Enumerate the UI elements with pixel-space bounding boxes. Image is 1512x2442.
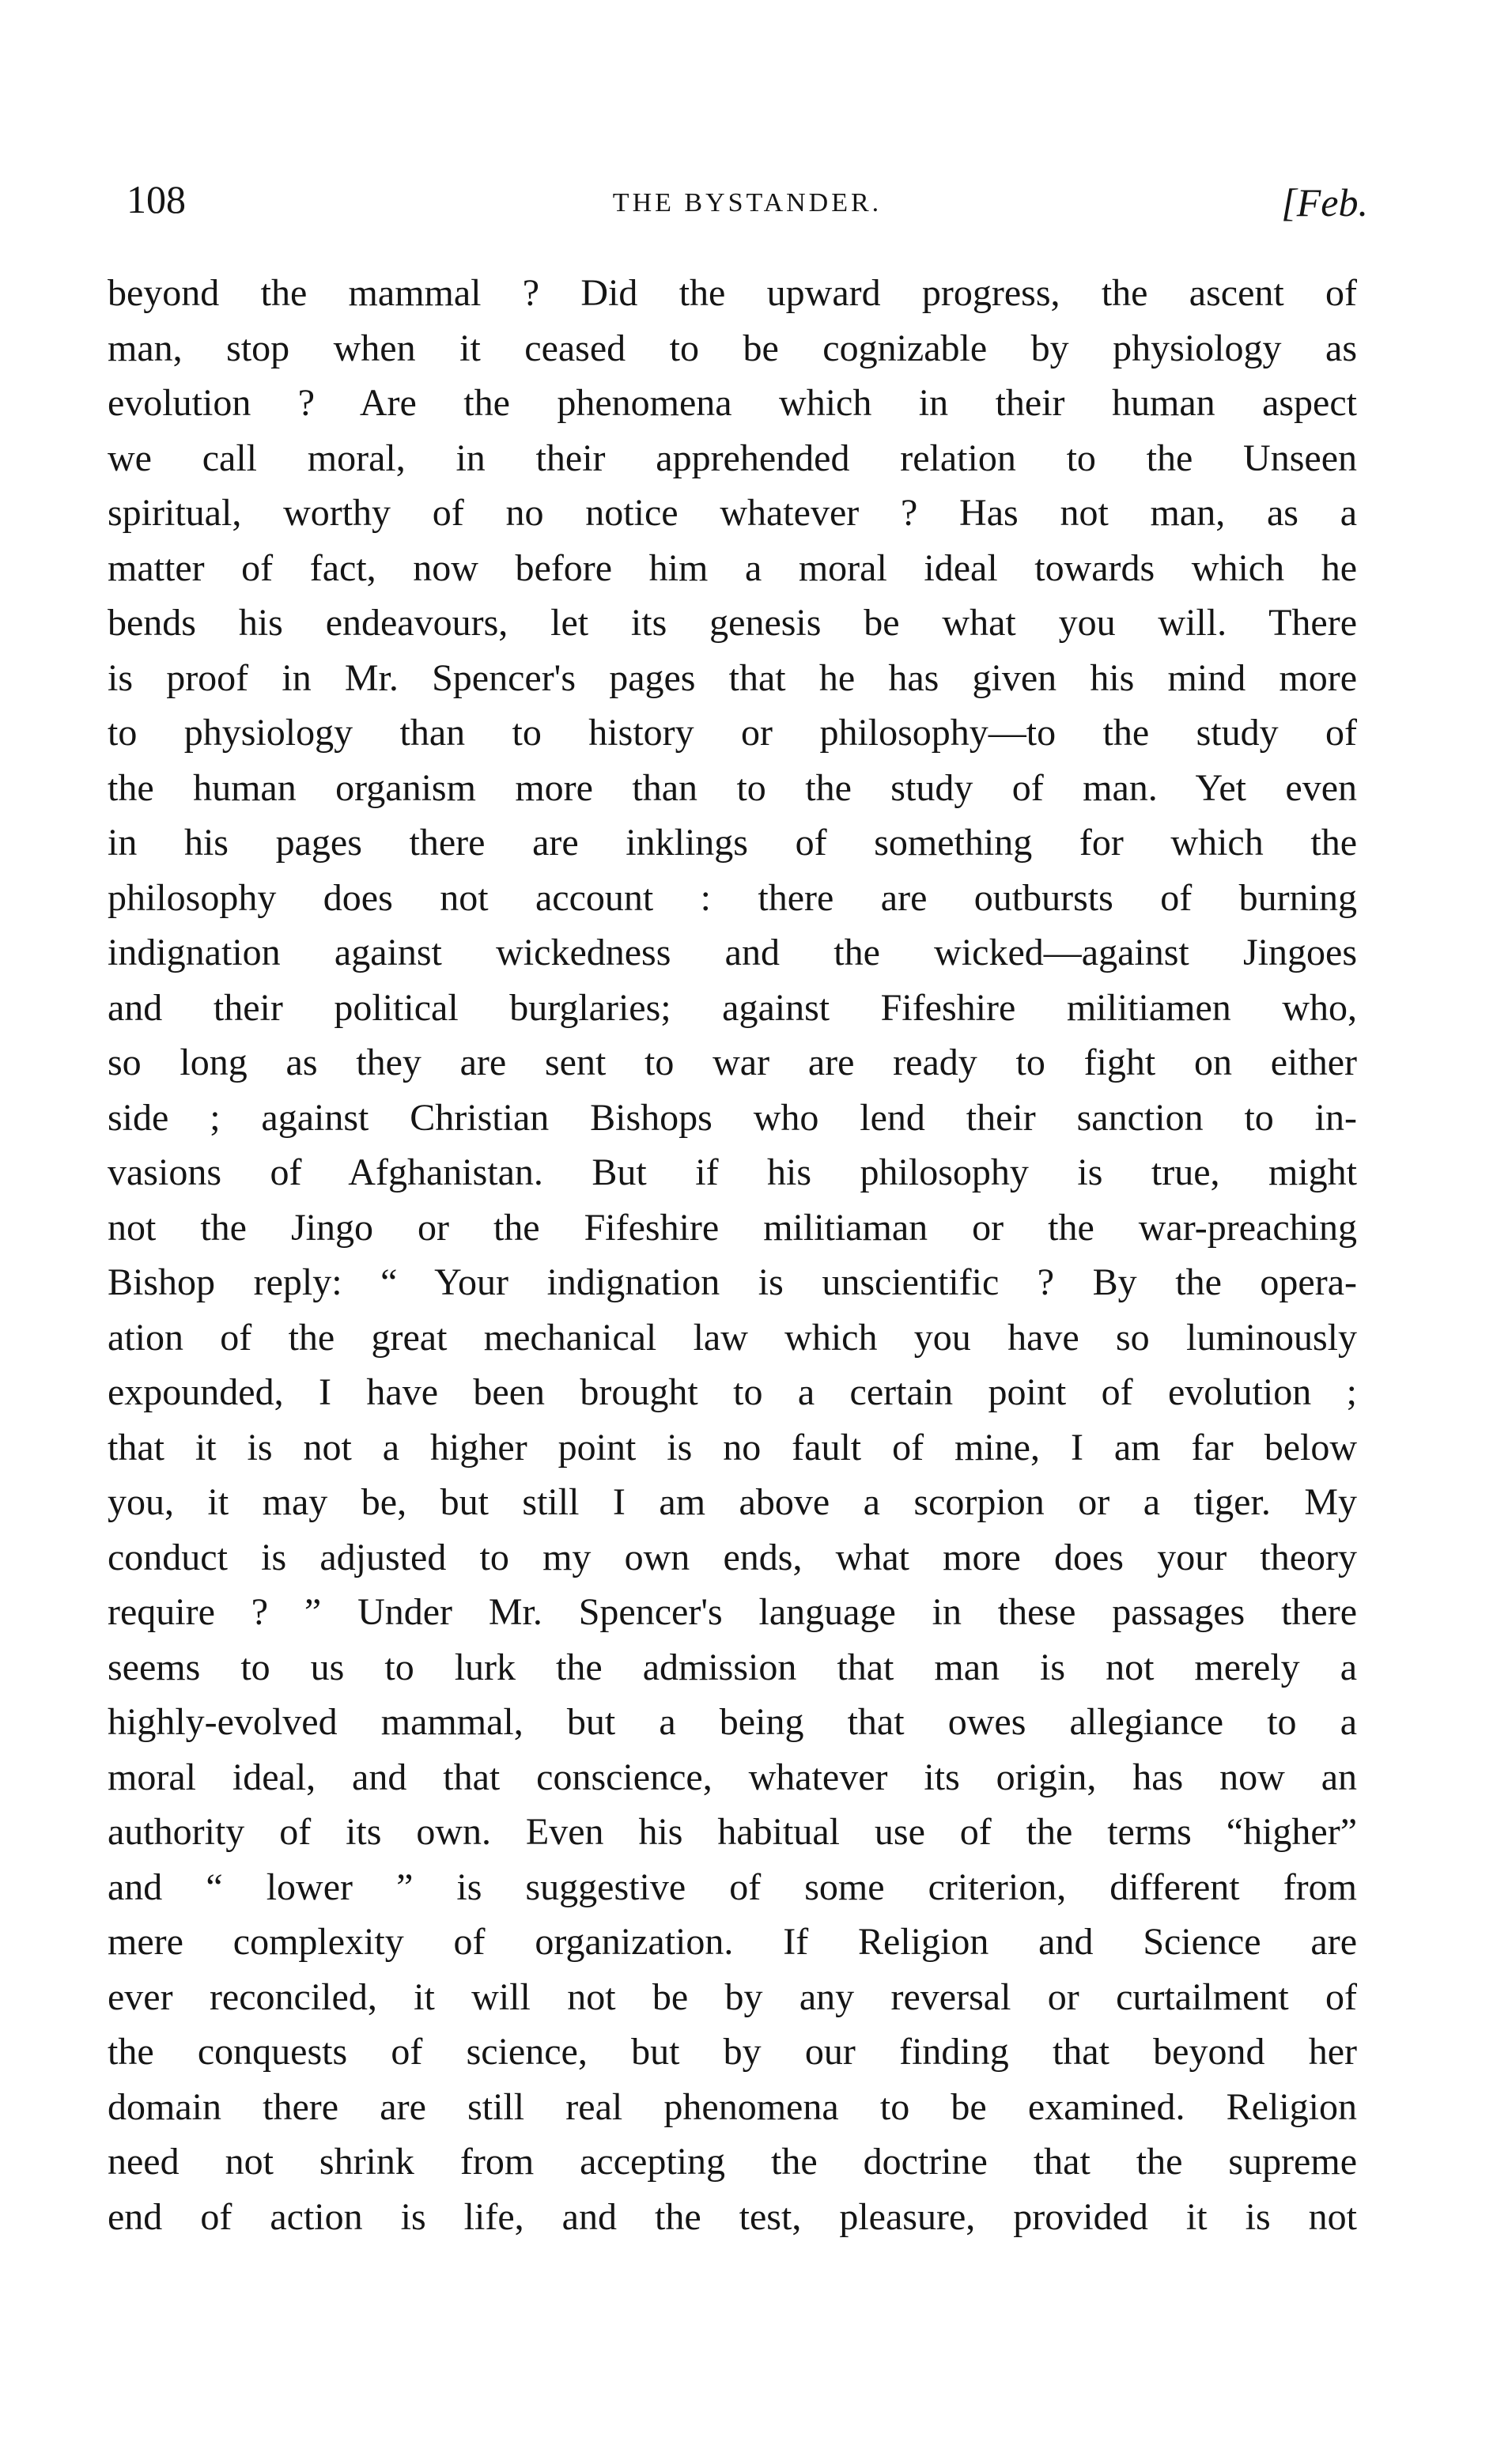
body-text [108,266,1357,2244]
text-line: highly-evolved mammal, but a being that owes allegiance to a [108,1701,1357,1743]
text-line: man, stop when it ceased to be cognizable by physiology as [108,327,1357,369]
text-line: Bishop reply: “ Your indignation is unscientific ? By the opera- [108,1261,1357,1303]
text-line: end of action is life, and the test, pleasure, provided it is not [108,2195,1357,2238]
text-line: to physiology than to history or philosophy—to the study of [108,712,1357,754]
text-line: authority of its own. Even his habitual use of the terms “higher” [108,1811,1357,1853]
text-line: not the Jingo or the Fifeshire militiaman or the war-preaching [108,1206,1357,1249]
text-line: conduct is adjusted to my own ends, what more does your theory [108,1536,1357,1578]
text-line: ation of the great mechanical law which you have so luminously [108,1316,1357,1359]
text-line: beyond the mammal ? Did the upward progress, the ascent of [108,272,1357,314]
text-line: seems to us to lurk the admission that man is not merely a [108,1646,1357,1688]
text-line: mere complexity of organization. If Religion and Science are [108,1921,1357,1963]
text-line: and “ lower ” is suggestive of some criterion, different from [108,1866,1357,1908]
text-line: and their political burglaries; against Fifeshire militiamen who, [108,986,1357,1029]
text-line: side ; against Christian Bishops who lend their sanction to in- [108,1096,1357,1139]
text-line: need not shrink from accepting the doctrine that the supreme [108,2141,1357,2183]
text-line: that it is not a higher point is no fault of mine, I am far below [108,1426,1357,1469]
text-line: indignation against wickedness and the wicked—against Jingoes [108,932,1357,973]
header-month: [Feb. [1281,180,1368,225]
text-line: philosophy does not account : there are outbursts of burning [108,876,1357,919]
text-line: spiritual, worthy of no notice whatever ? Has not man, as a [108,492,1357,534]
page-number: 108 [127,177,186,221]
text-line: bends his endeavours, let its genesis be what you will. There [108,602,1357,644]
running-title: THE BYSTANDER. [612,188,883,217]
text-line: ever reconciled, it will not be by any reversal or curtailment of [108,1975,1357,2018]
text-line: so long as they are sent to war are ready to fight on either [108,1041,1357,1083]
text-line: the human organism more than to the study of man. Yet even [108,766,1357,809]
text-line: you, it may be, but still I am above a scorpion or a tiger. My [108,1481,1357,1523]
text-line: in his pages there are inklings of something for which the [108,822,1357,864]
text-line: is proof in Mr. Spencer's pages that he has given his mind more [108,656,1357,699]
page-header [127,176,1368,231]
text-line: vasions of Afghanistan. But if his philosophy is true, might [108,1151,1357,1193]
text-line: we call moral, in their apprehended relation to the Unseen [108,437,1357,479]
text-line: require ? ” Under Mr. Spencer's language in these passages there [108,1591,1357,1633]
text-line: matter of fact, now before him a moral ideal towards which he [108,546,1357,589]
text-line: expounded, I have been brought to a certain point of evolution ; [108,1371,1357,1413]
text-line: the conquests of science, but by our finding that beyond her [108,2031,1357,2073]
text-line: domain there are still real phenomena to be examined. Religion [108,2085,1357,2128]
text-line: moral ideal, and that conscience, whatever its origin, has now an [108,1756,1357,1798]
text-line: evolution ? Are the phenomena which in their human aspect [108,382,1357,424]
